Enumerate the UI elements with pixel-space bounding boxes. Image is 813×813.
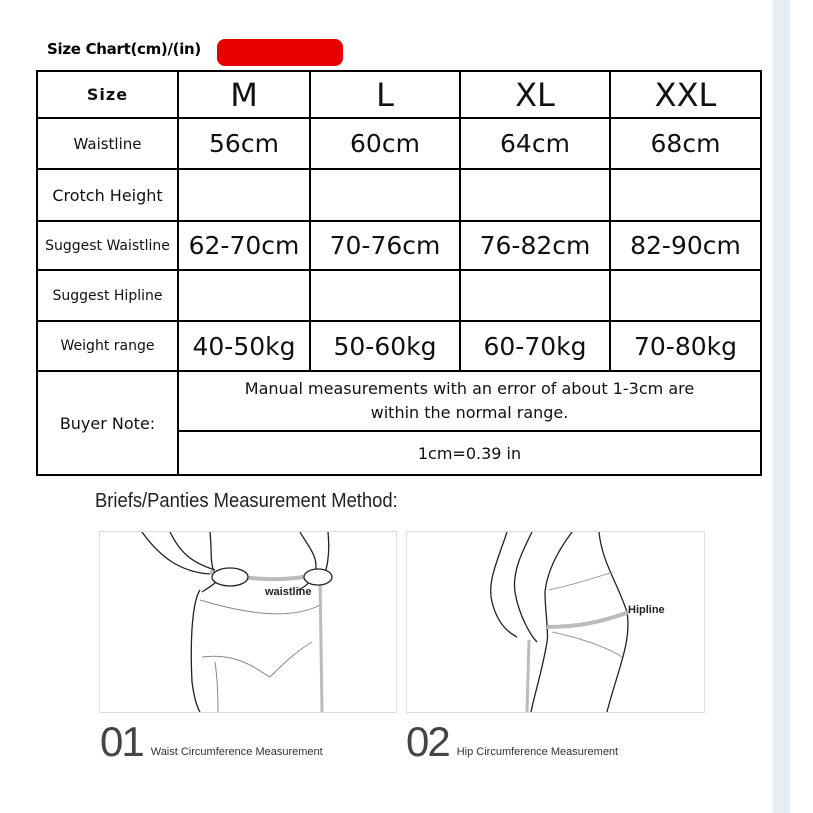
step-number: 01 <box>100 718 143 765</box>
buyer-note-line-1: Manual measurements with an error of about 1-3cm are <box>244 379 695 398</box>
step-caption: Waist Circumference Measurement <box>150 746 323 758</box>
cell <box>310 270 460 321</box>
cell <box>610 169 761 221</box>
size-l: L <box>310 71 460 118</box>
table-row-waistline <box>37 118 761 169</box>
cell <box>178 169 310 221</box>
cell: 62-70cm <box>178 221 310 270</box>
table-row-suggest-waistline <box>37 221 761 270</box>
measurement-method-title: Briefs/Panties Measurement Method: <box>95 490 398 512</box>
step-hip <box>406 718 619 765</box>
cell <box>610 270 761 321</box>
step-caption: Hip Circumference Measurement <box>456 746 619 758</box>
cell: 70-80kg <box>610 321 761 371</box>
cell: 82-90cm <box>610 221 761 270</box>
cell: 68cm <box>610 118 761 169</box>
row-label: Suggest Hipline <box>37 270 178 321</box>
size-chart-table <box>36 70 762 476</box>
cell: 60cm <box>310 118 460 169</box>
cell: 76-82cm <box>460 221 610 270</box>
step-number: 02 <box>406 718 449 765</box>
buyer-note-row <box>37 371 761 431</box>
cell: 40-50kg <box>178 321 310 371</box>
size-xxl: XXL <box>610 71 761 118</box>
waist-measurement-illustration <box>99 531 397 713</box>
row-label: Suggest Waistline <box>37 221 178 270</box>
table-row-suggest-hipline <box>37 270 761 321</box>
cell <box>460 169 610 221</box>
waistline-label: waistline <box>265 586 312 598</box>
step-waist <box>100 718 323 765</box>
unit-conversion: 1cm=0.39 in <box>178 431 761 475</box>
cell: 70-76cm <box>310 221 460 270</box>
row-label: Waistline <box>37 118 178 169</box>
cell <box>178 270 310 321</box>
size-header-row <box>37 71 761 118</box>
hip-figure-icon <box>407 532 704 712</box>
size-m: M <box>178 71 310 118</box>
cell <box>310 169 460 221</box>
buyer-note-text <box>178 371 761 431</box>
cell: 60-70kg <box>460 321 610 371</box>
cell: 50-60kg <box>310 321 460 371</box>
redacted-label <box>217 39 343 66</box>
buyer-note-label: Buyer Note: <box>37 371 178 475</box>
hip-measurement-illustration <box>406 531 705 713</box>
cell <box>460 270 610 321</box>
hipline-label: Hipline <box>628 604 665 616</box>
table-row-weight-range <box>37 321 761 371</box>
waist-figure-icon <box>100 532 396 712</box>
cell: 56cm <box>178 118 310 169</box>
buyer-note-line-2: within the normal range. <box>370 403 569 422</box>
table-row-crotch-height <box>37 169 761 221</box>
row-label: Crotch Height <box>37 169 178 221</box>
scrollbar-track[interactable] <box>773 0 790 813</box>
size-xl: XL <box>460 71 610 118</box>
size-chart-title: Size Chart(cm)/(in) <box>47 40 201 58</box>
row-label: Weight range <box>37 321 178 371</box>
size-header-label: Size <box>37 71 178 118</box>
cell: 64cm <box>460 118 610 169</box>
